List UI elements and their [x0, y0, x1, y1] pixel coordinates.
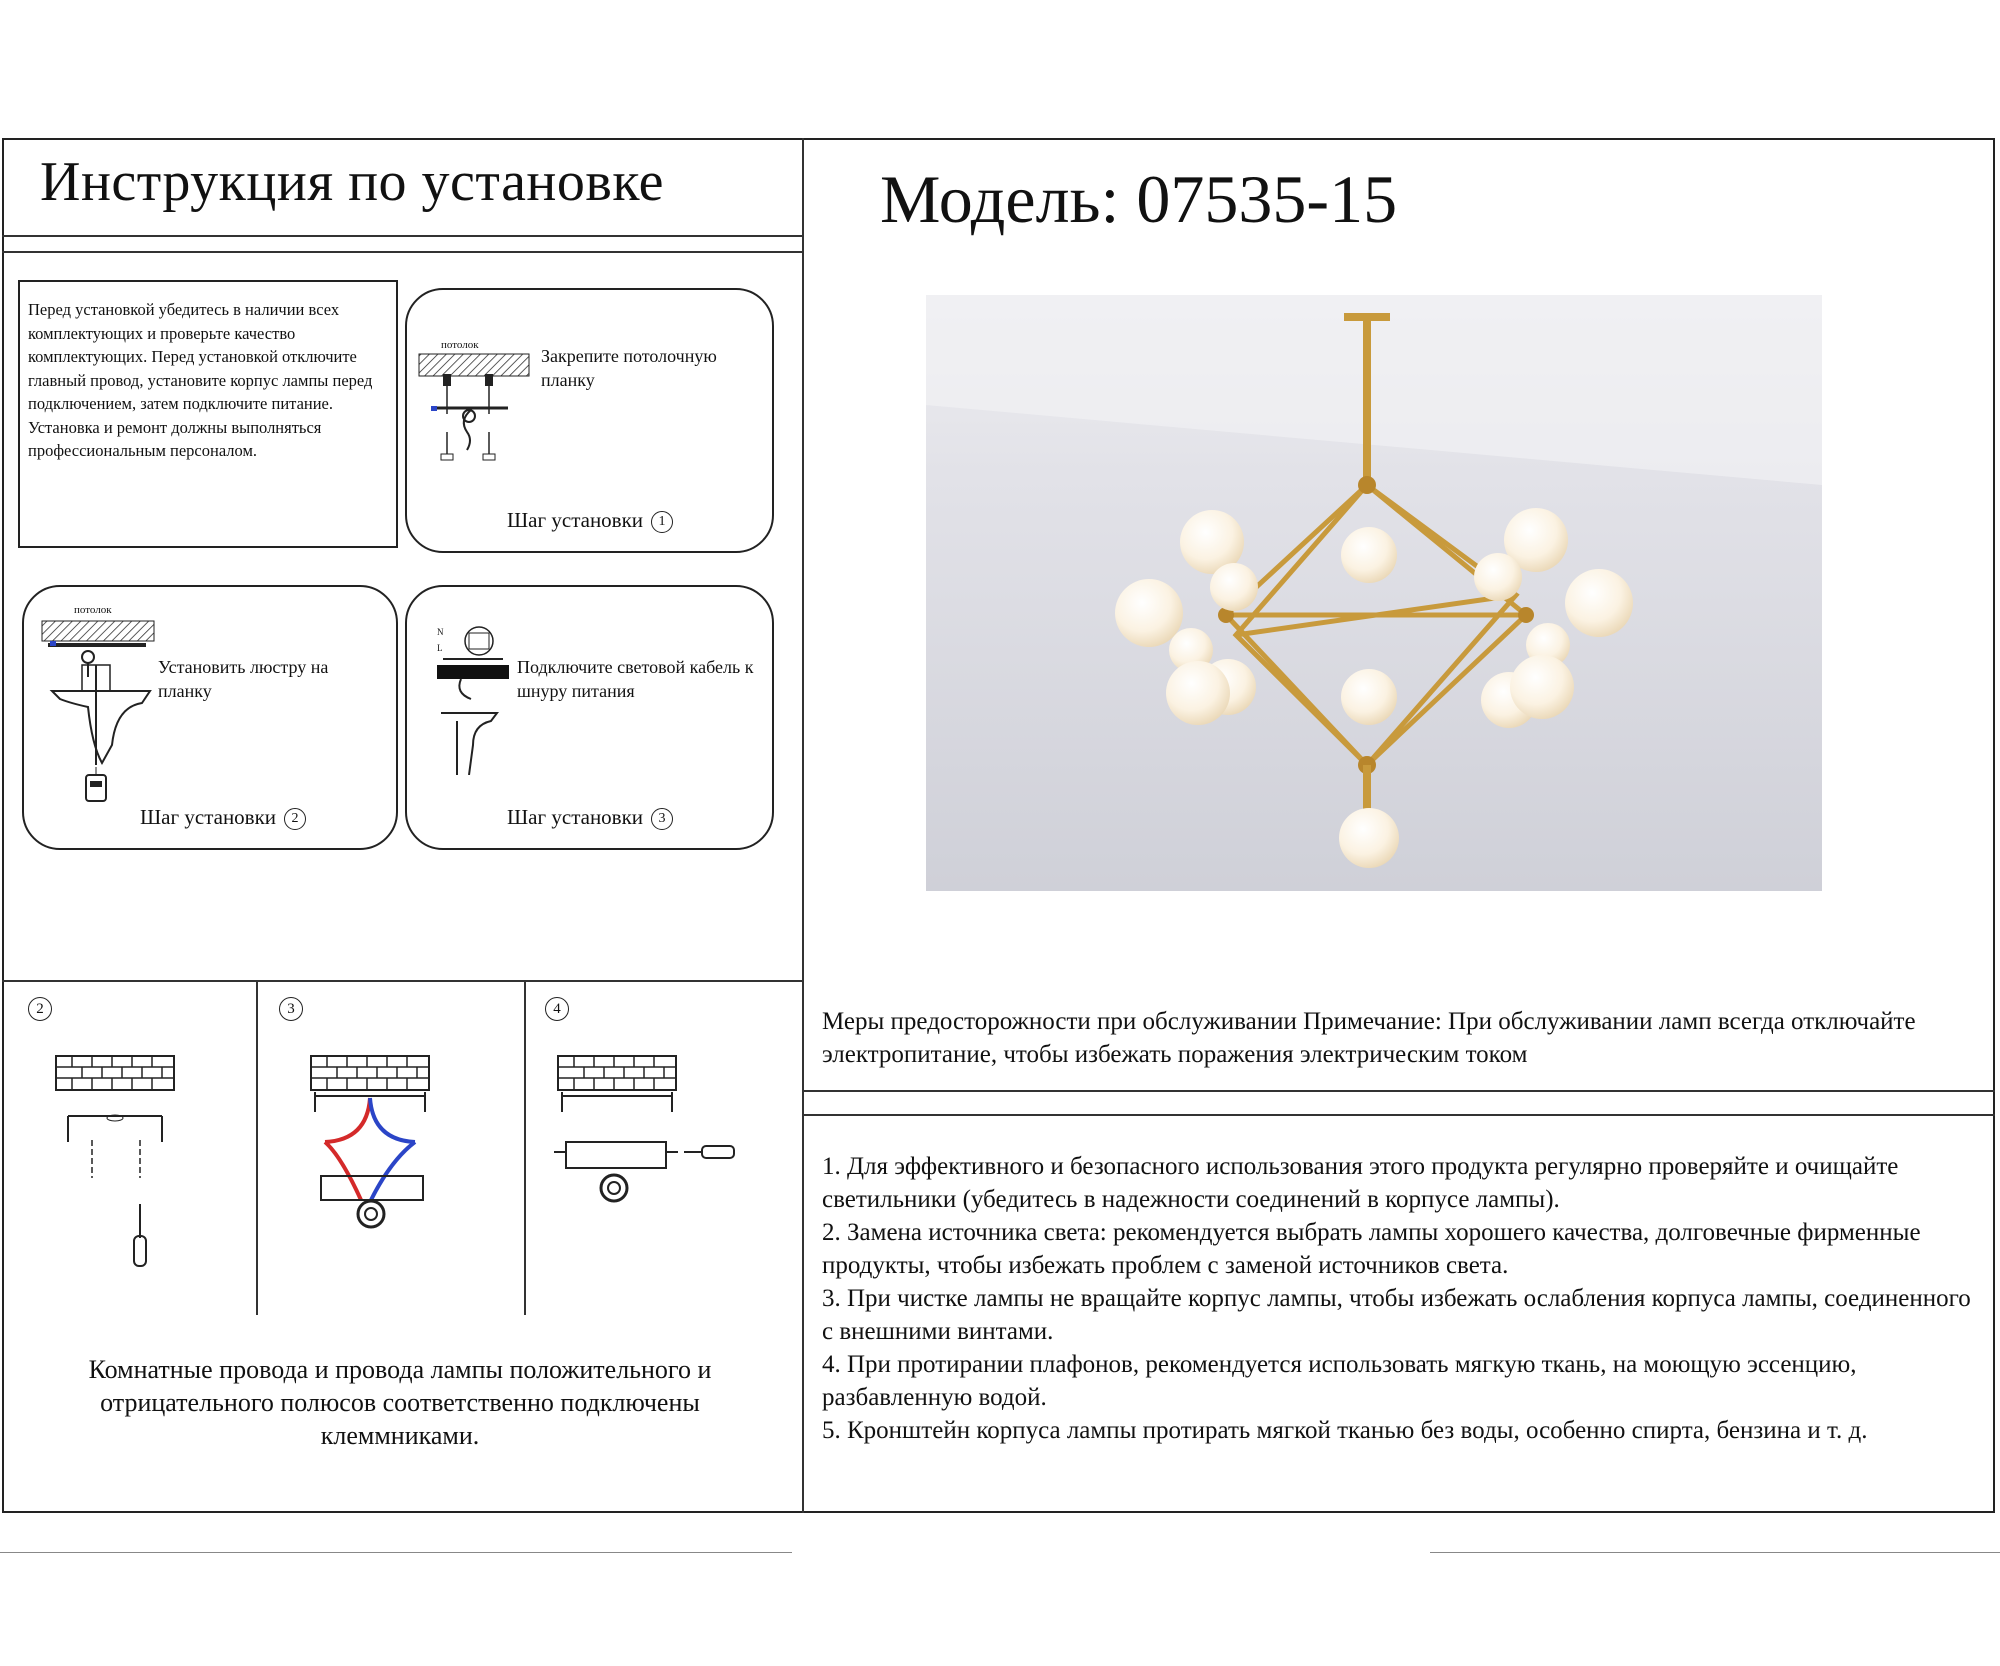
step-3-number: 3: [651, 808, 673, 830]
care-item-3: 3. При чистке лампы не вращайте корпус лампы, чтобы избежать ослабления корпуса лампы, соединенного с внешними винтами.: [822, 1285, 1971, 1345]
step-1-illustration: [413, 336, 533, 496]
left-title-underline-2: [2, 251, 802, 253]
wiring-panel-3-illustration: [305, 1050, 465, 1250]
step-2-ceiling-label: потолок: [74, 604, 112, 616]
step-3-label-text: Шаг установки: [507, 805, 644, 829]
care-item-2: 2. Замена источника света: рекомендуется выбрать лампы хорошего качества, долговечные фирменные продукты, чтобы избежать проблем с заменой источников света.: [822, 1219, 1921, 1279]
wiring-caption: Комнатные провода и провода лампы положительного и отрицательного полюсов соответственно подключены клеммниками.: [88, 1355, 712, 1450]
center-divider: [802, 138, 804, 1513]
caution-text: Меры предосторожности при обслуживании Примечание: При обслуживании ламп всегда отключайте электропитание, чтобы избежать поражения электрическим током: [822, 1008, 1916, 1068]
step-3-box: [405, 585, 774, 850]
care-item-1: 1. Для эффективного и безопасного использования этого продукта регулярно проверяйте и очищайте светильники (убедитесь в надежности соединений в корпусе лампы).: [822, 1153, 1899, 1213]
wiring-panel-4-illustration: [552, 1050, 752, 1230]
care-item-5: 5. Кронштейн корпуса лампы протирать мягкой тканью без воды, особенно спирта, бензина и т. д.: [822, 1417, 1868, 1444]
step-3-label: [507, 805, 673, 830]
step-1-label: [507, 508, 673, 533]
care-list: [822, 1150, 1982, 1447]
step-1-text: Закрепите потолочную планку: [541, 346, 717, 390]
care-top-line: [802, 1114, 1995, 1116]
caution-bottom-line: [802, 1090, 1995, 1092]
wiring-panel-3-number: 3: [279, 996, 303, 1021]
left-title-underline: [2, 235, 802, 237]
notice-box: [18, 280, 398, 548]
step-2-box: [22, 585, 398, 850]
wiring-panel-4-number: 4: [545, 996, 569, 1021]
step-2-illustration: [30, 595, 160, 805]
footer-rule-left: [0, 1552, 792, 1553]
installation-title: Инструкция по установке: [40, 151, 664, 213]
footer-rule-right: [1430, 1552, 2000, 1553]
wiring-divider-1: [256, 980, 258, 1315]
model-title: Модель: 07535-15: [880, 161, 1398, 237]
step-2-number: 2: [284, 808, 306, 830]
wiring-divider-2: [524, 980, 526, 1315]
step-2-label-text: Шаг установки: [140, 805, 277, 829]
step-2-text: Установить люстру на планку: [158, 657, 329, 701]
care-item-4: 4. При протирании плафонов, рекомендуется использовать мягкую ткань, на моющую эссенцию, разбавленную водой.: [822, 1351, 1857, 1411]
step-3-terminal-n: N: [437, 627, 444, 637]
wiring-panel-2-illustration: [50, 1050, 190, 1280]
step-1-ceiling-label: потолок: [441, 339, 479, 351]
step-2-label: [140, 805, 306, 830]
step-1-box: [405, 288, 774, 553]
product-photo: [926, 295, 1822, 891]
step-1-number: 1: [651, 511, 673, 533]
notice-text: Перед установкой убедитесь в наличии всех комплектующих и проверьте качество комплектующих. Перед установкой отключите главный провод, установите корпус лампы перед подключением, затем подключите питание. Установка и ремонт должны выполняться профессиональным персоналом.: [28, 300, 373, 460]
step-3-text: Подключите световой кабель к шнуру питания: [517, 657, 754, 701]
step-1-label-text: Шаг установки: [507, 508, 644, 532]
wiring-top-line: [2, 980, 802, 982]
step-3-terminal-l: L: [437, 643, 443, 653]
wiring-panel-2-number: 2: [28, 996, 52, 1021]
